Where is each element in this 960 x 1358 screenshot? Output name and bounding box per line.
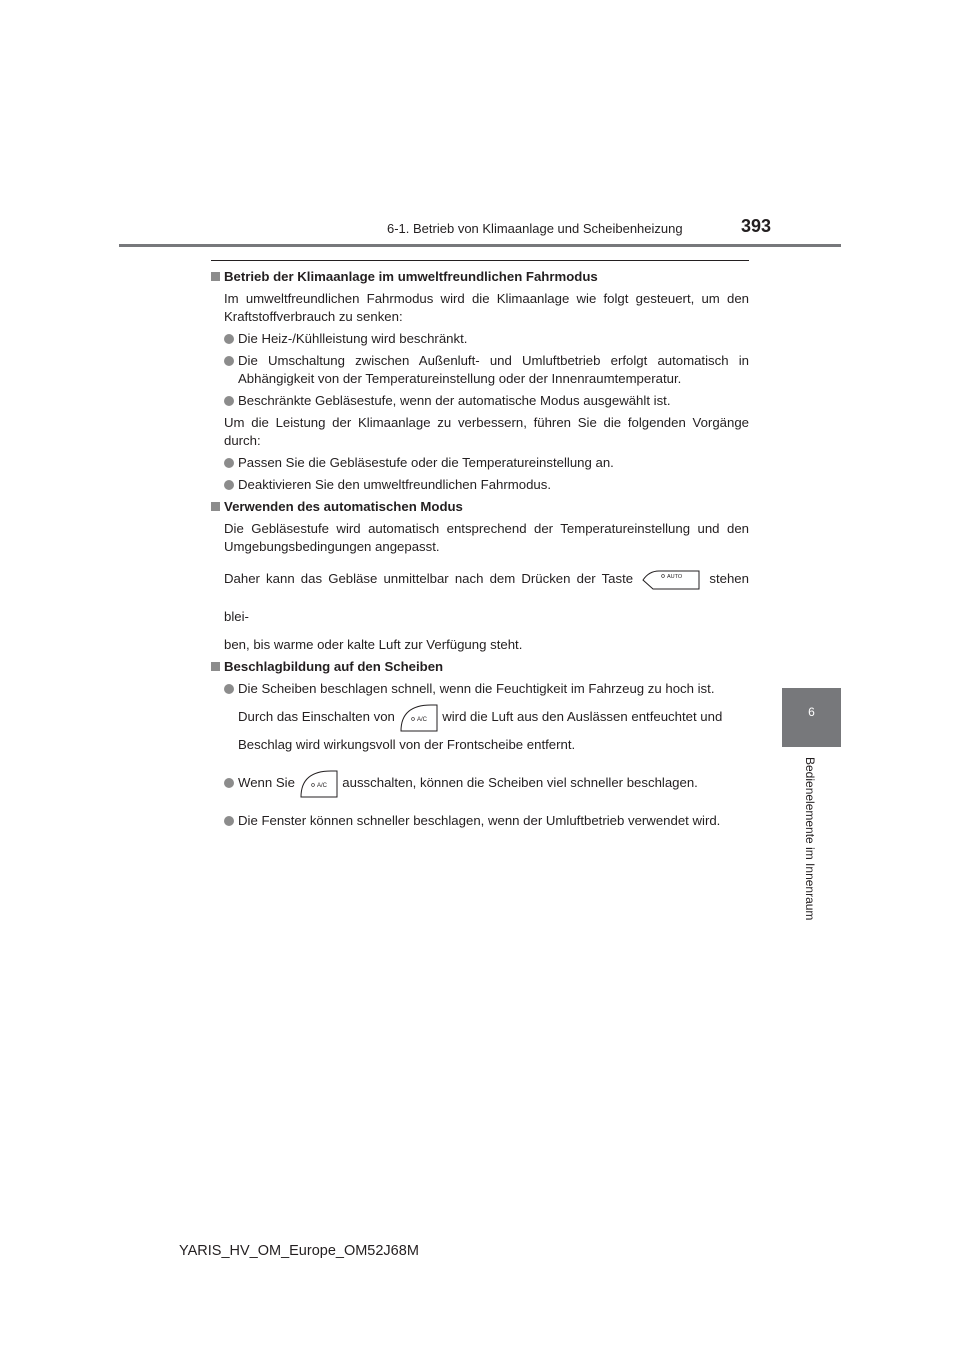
bullet-icon xyxy=(224,684,234,694)
chapter-tab xyxy=(782,688,841,747)
bullet-icon xyxy=(224,778,234,788)
chapter-tab-label: Bedienelemente im Innenraum xyxy=(803,757,817,921)
list-item: Deaktivieren Sie den umweltfreundlichen Fahrmodus. xyxy=(211,476,749,494)
bullet-icon xyxy=(224,458,234,468)
section-top-rule xyxy=(211,260,749,261)
section-marker-icon xyxy=(211,502,220,511)
section-marker-icon xyxy=(211,272,220,281)
auto-button-label: AUTO xyxy=(667,573,683,580)
section-heading-fog: Beschlagbildung auf den Scheiben xyxy=(211,658,749,676)
list-item: Passen Sie die Gebläsestufe oder die Temperatureinstellung an. xyxy=(211,454,749,472)
header-rule xyxy=(119,244,841,247)
section-heading-eco: Betrieb der Klimaanlage im umweltfreundlichen Fahrmodus xyxy=(211,268,749,286)
page-content xyxy=(211,268,749,834)
ac-button-icon xyxy=(299,769,339,799)
bullet-icon xyxy=(224,480,234,490)
footer-doc-id: YARIS_HV_OM_Europe_OM52J68M xyxy=(179,1243,419,1259)
bullet-icon xyxy=(224,334,234,344)
list-item: Die Fenster können schneller beschlagen, wenn der Umluftbetrieb verwendet wird. xyxy=(211,812,749,830)
bullet-icon xyxy=(224,356,234,366)
list-item: Die Heiz-/Kühlleistung wird beschränkt. xyxy=(211,330,749,348)
paragraph: Daher kann das Gebläse unmittelbar nach dem Drücken der Taste AUTO stehen blei- xyxy=(211,560,749,636)
paragraph: ben, bis warme oder kalte Luft zur Verfügung steht. xyxy=(224,637,523,652)
ac-button-label: A/C xyxy=(316,782,327,789)
list-item: Die Umschaltung zwischen Außenluft- und Umluftbetrieb erfolgt automatisch in Abhängigkeit von der Temperatureinstellung oder der Innenraumtemperatur. xyxy=(211,352,749,388)
list-item: Beschränkte Gebläsestufe, wenn der automatische Modus ausgewählt ist. xyxy=(211,392,749,410)
paragraph: Im umweltfreundlichen Fahrmodus wird die Klimaanlage wie folgt gesteuert, um den Kraftstoffverbrauch zu senken: xyxy=(224,291,749,324)
bullet-icon xyxy=(224,816,234,826)
page-number: 393 xyxy=(741,216,772,236)
bullet-icon xyxy=(224,396,234,406)
ac-button-icon xyxy=(399,703,439,733)
list-item: Die Scheiben beschlagen schnell, wenn die Feuchtigkeit im Fahrzeug zu hoch ist. Durch das Einschalten von A/C wird die Luft aus den Auslässen entfeuchtet und Beschlag wird wirkungsvoll von der Frontscheibe entfernt. xyxy=(211,680,749,754)
list-item: Wenn Sie A/C ausschalten, können die Scheiben viel schneller beschlagen. xyxy=(211,764,749,802)
paragraph: Die Gebläsestufe wird automatisch entsprechend der Temperatureinstellung und den Umgebungsbedingungen angepasst. xyxy=(224,521,749,554)
paragraph: Um die Leistung der Klimaanlage zu verbessern, führen Sie die folgenden Vorgänge durch: xyxy=(224,415,749,448)
section-heading-auto: Verwenden des automatischen Modus xyxy=(211,498,749,516)
ac-button-label: A/C xyxy=(416,716,427,723)
section-marker-icon xyxy=(211,662,220,671)
chapter-tab-number: 6 xyxy=(808,705,815,719)
header-section-title: 6-1. Betrieb von Klimaanlage und Scheibenheizung xyxy=(387,221,683,236)
auto-button-icon xyxy=(639,568,703,592)
